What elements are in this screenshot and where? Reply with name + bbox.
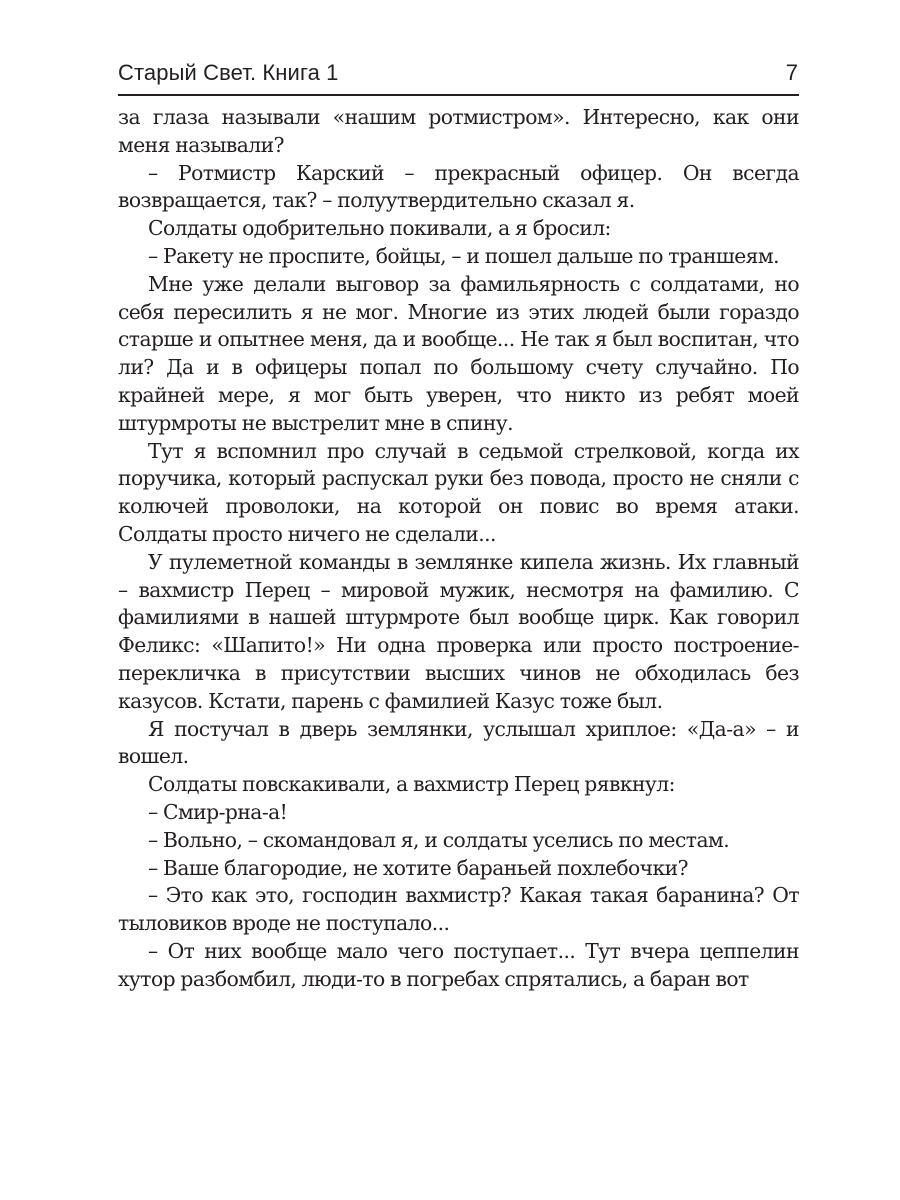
paragraph: – Смир-рна-а!	[148, 799, 288, 824]
header-rule	[118, 94, 799, 96]
book-title: Старый Свет. Книга 1	[118, 60, 339, 85]
paragraph: – Это как это, господин вахмистр? Какая такая баранина? От тыловиков вроде не поступало...	[118, 883, 799, 936]
paragraph: Тут я вспомнил про случай в седьмой стрелковой, когда их поручика, который распускал руки без повода, просто не сняли с колючей проволоки, на которой он повис во время атаки. Солдаты просто ничего не сделали...	[118, 438, 799, 546]
paragraph: – Ваше благородие, не хотите бараньей похлебочки?	[148, 855, 688, 880]
body-text	[118, 104, 799, 994]
paragraph: – От них вообще мало чего поступает... Тут вчера цеппелин хутор разбомбил, люди-то в погребах спрятались, а баран вот	[118, 938, 799, 991]
paragraph: Мне уже делали выговор за фамильярность с солдатами, но себя пересилить я не мог. Многие из этих людей были гораздо старше и опытнее меня, да и вообще... Не так я был воспитан, что ли? Да и в офицеры попал по большому счету случайно. По крайней мере, я мог быть уверен, что никто из ребят моей штурмроты не выстрелит мне в спину.	[118, 271, 799, 435]
paragraph: – Вольно, – скомандовал я, и солдаты уселись по местам.	[148, 827, 730, 852]
paragraph: У пулеметной команды в землянке кипела жизнь. Их главный – вахмистр Перец – мировой мужик, несмотря на фамилию. С фамилиями в нашей штурмроте был вообще цирк. Как говорил Феликс: «Шапито!» Ни одна проверка или просто построение-перекличка в присутствии высших чинов не обходилась без казусов. Кстати, парень с фамилией Казус тоже был.	[118, 549, 799, 713]
paragraph: – Ракету не проспите, бойцы, – и пошел дальше по траншеям.	[148, 243, 780, 268]
paragraph: за глаза называли «нашим ротмистром». Интересно, как они меня называли?	[118, 105, 799, 157]
paragraph: – Ротмистр Карский – прекрасный офицер. Он всегда возвращается, так? – полуутвердительно сказал я.	[118, 160, 799, 213]
paragraph: Я постучал в дверь землянки, услышал хриплое: «Да-а» – и вошел.	[118, 716, 799, 769]
running-head	[118, 58, 798, 88]
paragraph: Солдаты одобрительно покивали, а я бросил:	[148, 216, 611, 241]
page-number: 7	[785, 60, 798, 85]
paragraph: Солдаты повскакивали, а вахмистр Перец рявкнул:	[148, 772, 675, 797]
